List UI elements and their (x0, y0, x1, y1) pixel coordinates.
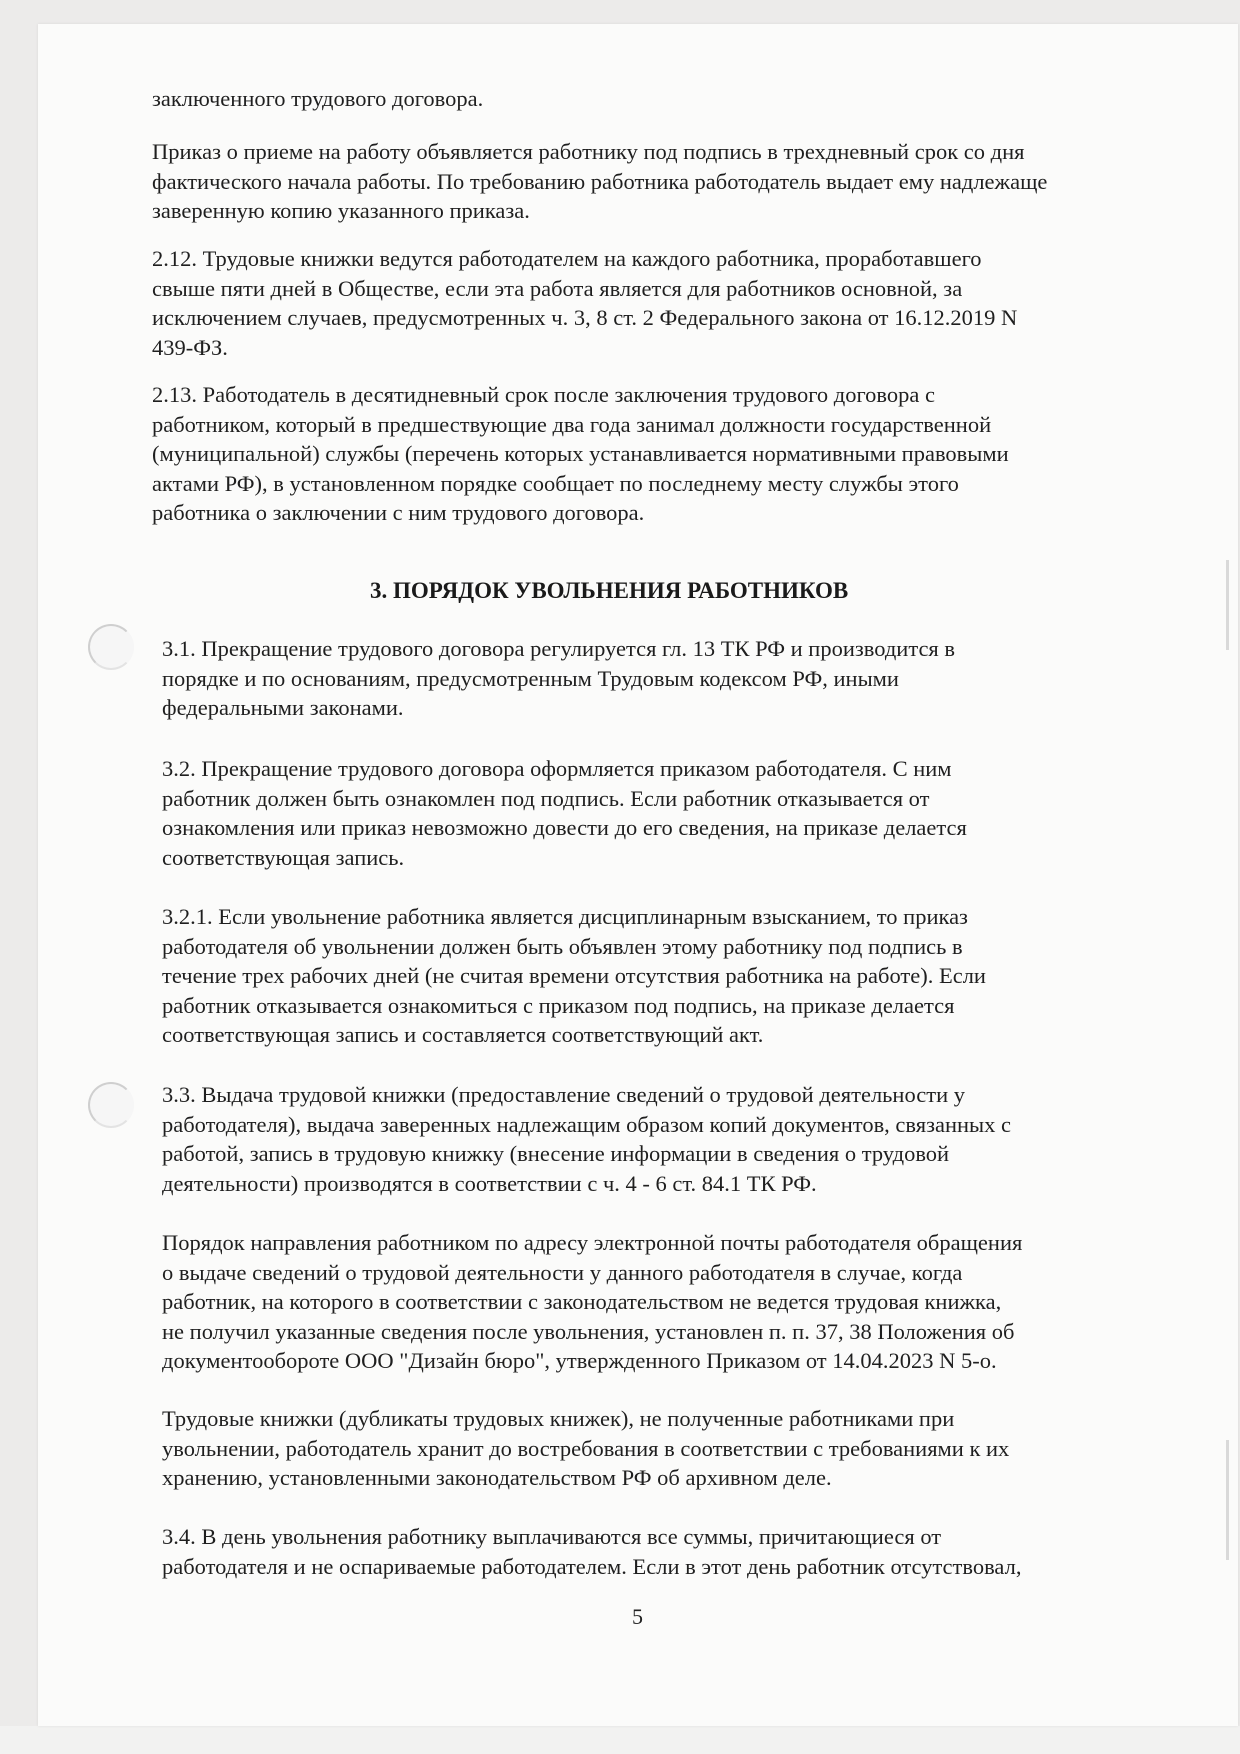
scan-edge-mark (1226, 560, 1229, 650)
paragraph-hiring-order (152, 137, 1047, 226)
text-line: исключением случаев, предусмотренных ч. 3, 8 ст. 2 Федерального закона от 16.12.2019 N (152, 305, 1018, 330)
text-line: (муниципальной) службы (перечень которых устанавливается нормативными правовыми (152, 441, 1009, 466)
text-line: 3.3. Выдача трудовой книжки (предоставление сведений о трудовой деятельности у (162, 1082, 966, 1107)
text-line: работник, на которого в соответствии с законодательством не ведется трудовая книжка, (162, 1289, 1002, 1314)
text-line: работодателя об увольнении должен быть объявлен этому работнику под подпись в (162, 933, 963, 959)
text-line: свыше пяти дней в Обществе, если эта работа является для работников основной, за (152, 275, 963, 301)
text-line: соответствующая запись. (162, 844, 405, 870)
paragraph-3-3 (162, 1080, 1011, 1198)
scan-bottom-margin (0, 1726, 1240, 1754)
text-line: соответствующая запись и составляется соответствующий акт. (162, 1022, 764, 1047)
text-line: Порядок направления работником по адресу электронной почты работодателя обращения (162, 1230, 1023, 1255)
text-line: 3.2. Прекращение трудового договора оформляется приказом работодателя. С ним (162, 756, 952, 781)
text-line: не получил указанные сведения после увольнения, установлен п. п. 37, 38 Положения об (162, 1318, 1015, 1344)
text-line: 2.13. Работодатель в десятидневный срок после заключения трудового договора с (152, 382, 935, 407)
section-heading: 3. ПОРЯДОК УВОЛЬНЕНИЯ РАБОТНИКОВ (370, 578, 849, 603)
paragraph-contract-end (152, 84, 483, 114)
paragraph-workbooks-storage (162, 1404, 1009, 1493)
punch-hole-top (88, 624, 134, 670)
text-line: работником, который в предшествующие два года занимал должности государственной (152, 411, 992, 437)
text-line: ознакомления или приказ невозможно довести до его сведения, на приказе делается (162, 815, 967, 840)
text-line: работодателя), выдача заверенных надлежащим образом копий документов, связанных с (162, 1111, 1012, 1137)
text-line: работник отказывается ознакомиться с приказом под подпись, на приказе делается (162, 992, 955, 1018)
text-line: увольнении, работодатель хранит до востребования в соответствии с требованиями к их (162, 1435, 1010, 1461)
text-line: фактического начала работы. По требованию работника работодатель выдает ему надлежаще (152, 168, 1048, 194)
paragraph-3-1 (162, 634, 955, 723)
text-line: порядке и по основаниям, предусмотренным Трудовым кодексом РФ, иными (162, 665, 899, 691)
scan-edge-mark (1226, 1440, 1229, 1560)
text-line: о выдаче сведений о трудовой деятельности у данного работодателя в случае, когда (162, 1259, 963, 1285)
paragraph-3-2 (162, 754, 967, 872)
text-line: актами РФ), в установленном порядке сообщает по последнему месту службы этого (152, 470, 959, 496)
text-line: 3.2.1. Если увольнение работника является дисциплинарным взысканием, то приказ (162, 904, 968, 929)
paragraph-2-13 (152, 380, 1009, 528)
text-line: работой, запись в трудовую книжку (внесение информации в сведения о трудовой (162, 1141, 950, 1166)
text-line: Приказ о приеме на работу объявляется работнику под подпись в трехдневный срок со дня (152, 139, 1025, 164)
text-line: 439-ФЗ. (152, 334, 228, 360)
text-line: хранению, установленными законодательством РФ об архивном деле. (162, 1465, 832, 1490)
text-line: 2.12. Трудовые книжки ведутся работодателем на каждого работника, проработавшего (152, 246, 982, 271)
text-line: заключенного трудового договора. (152, 86, 484, 111)
text-line: заверенную копию указанного приказа. (152, 198, 530, 223)
punch-hole-bottom (88, 1082, 134, 1128)
paragraph-email-procedure (162, 1228, 1022, 1376)
text-line: работника о заключении с ним трудового договора. (152, 500, 645, 525)
text-line: федеральными законами. (162, 695, 404, 720)
text-line: 3.4. В день увольнения работнику выплачиваются все суммы, причитающиеся от (162, 1524, 942, 1549)
paragraph-3-2-1 (162, 902, 986, 1050)
text-line: Трудовые книжки (дубликаты трудовых книжек), не полученные работниками при (162, 1406, 955, 1431)
text-line: работодателя и не оспариваемые работодателем. Если в этот день работник отсутствовал, (162, 1553, 1022, 1579)
paragraph-3-4 (162, 1522, 1021, 1581)
page-number: 5 (632, 1604, 643, 1629)
paragraph-2-12 (152, 244, 1017, 362)
text-line: 3.1. Прекращение трудового договора регулируется гл. 13 ТК РФ и производится в (162, 636, 956, 661)
text-line: течение трех рабочих дней (не считая времени отсутствия работника на работе). Если (162, 963, 986, 988)
text-line: деятельности) производятся в соответствии с ч. 4 - 6 ст. 84.1 ТК РФ. (162, 1170, 817, 1196)
text-line: документообороте ООО "Дизайн бюро", утвержденного Приказом от 14.04.2023 N 5-о. (162, 1348, 997, 1373)
text-line: работник должен быть ознакомлен под подпись. Если работник отказывается от (162, 785, 930, 811)
